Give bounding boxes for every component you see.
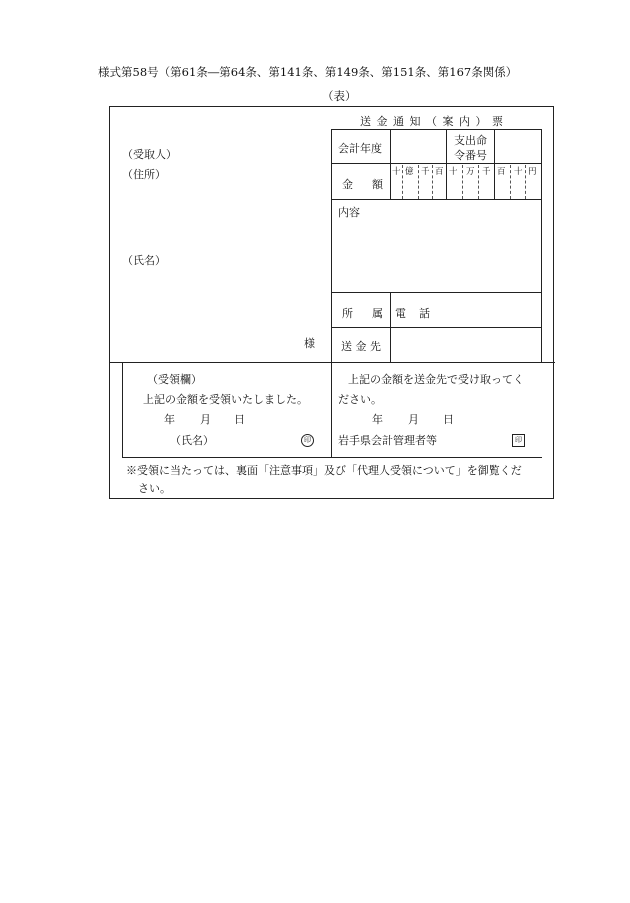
remittance-notice-form (109, 106, 554, 499)
phone-label: 電 (395, 307, 406, 320)
digit-label: 十 (514, 167, 523, 177)
grid-line (494, 129, 495, 200)
grid-line (110, 362, 555, 363)
grid-line (446, 129, 447, 200)
year-label: 年 (372, 413, 383, 426)
fiscal-year-label: 会計年度 (338, 142, 382, 155)
digit-divider (510, 165, 511, 199)
digit-label: 億 (405, 167, 414, 177)
box-line (122, 362, 123, 457)
grid-line (331, 327, 542, 328)
digit-divider (418, 165, 419, 199)
digit-label: 万 (466, 167, 475, 177)
digit-label: 十 (449, 167, 458, 177)
digit-label: 千 (421, 167, 430, 177)
payment-order-label: 令番号 (454, 149, 487, 162)
recipient-label: （受取人） (122, 148, 177, 161)
content-label: 内容 (338, 206, 360, 219)
digit-divider (402, 165, 403, 199)
digit-label: 百 (435, 167, 444, 177)
remit-label: 送 金 先 (341, 340, 381, 353)
dept-label: 所 (342, 307, 353, 320)
grid-top-line (331, 129, 542, 130)
digit-label: 百 (497, 167, 506, 177)
grid-line (331, 163, 542, 164)
receipt-text: 上記の金額を受領いたしました。 (143, 393, 308, 406)
grid-line (331, 292, 542, 293)
receipt-section-label: （受領欄） (147, 373, 202, 386)
name-label: （氏名） (122, 254, 166, 267)
digit-label: 円 (528, 167, 537, 177)
box-line (331, 362, 332, 457)
digit-divider (462, 165, 463, 199)
receipt-name-label: （氏名） (170, 434, 214, 447)
phone-label: 話 (419, 307, 430, 320)
digit-label: 十 (392, 167, 401, 177)
dept-label: 属 (372, 307, 383, 320)
sama-label: 様 (304, 337, 315, 350)
payment-order-label: 支出命 (454, 134, 487, 147)
grid-line (390, 292, 391, 363)
day-label: 日 (443, 413, 454, 426)
digit-label: 千 (482, 167, 491, 177)
grid-line (331, 199, 542, 200)
day-label: 日 (234, 413, 245, 426)
grid-line (390, 129, 391, 200)
digit-divider (478, 165, 479, 199)
digit-divider (432, 165, 433, 199)
manager-label: 岩手県会計管理者等 (338, 434, 437, 447)
address-label: （住所） (122, 168, 166, 181)
side-label: （表） (322, 89, 357, 103)
amount-label: 額 (372, 178, 383, 191)
note-line1: ※受領に当たっては、裏面「注意事項」及び「代理人受領について」を御覧くだ (126, 464, 522, 477)
seal-square-icon: 印 (512, 432, 525, 447)
form-title: 送 金 通 知 （ 案 内 ） 票 (360, 115, 504, 128)
year-label: 年 (164, 413, 175, 426)
box-line (122, 457, 542, 458)
right-text-line1: 上記の金額を送金先で受け取ってく (348, 373, 524, 386)
seal-round-icon: 印 (301, 432, 314, 447)
right-text-line2: ださい。 (338, 393, 382, 406)
digit-divider (525, 165, 526, 199)
month-label: 月 (200, 413, 211, 426)
month-label: 月 (408, 413, 419, 426)
form-number: 様式第58号（第61条―第64条、第141条、第149条、第151条、第167条関係） (98, 65, 518, 79)
note-line2: さい。 (138, 482, 171, 495)
amount-label: 金 (342, 178, 353, 191)
